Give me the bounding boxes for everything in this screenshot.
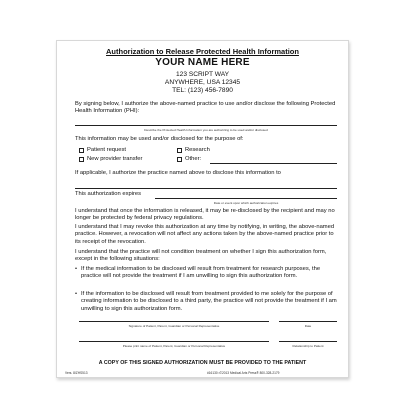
other-checkbox[interactable] xyxy=(177,157,182,162)
patient-request-label: Patient request xyxy=(87,147,126,153)
third-party-bullet-text: If the information to be disclosed will result from treatment provided to me solely for the purpose of creating information to be disclosed to a third party, the practice will not provide the treatment if I am unwilling to sign this authorization form. xyxy=(81,291,337,312)
date-caption: Date xyxy=(304,324,312,328)
research-bullet-text: If the medical information to be disclosed will result from treatment for research purposes, the practice will not provide the treatment if I am unwilling to sign this authorization form. xyxy=(81,266,321,280)
treatment-paragraph: I understand that the practice will not condition treatment on whether I sign this authorization form, except in the following situations: xyxy=(75,249,327,263)
research-label: Research xyxy=(185,147,210,153)
redisclosure-paragraph: I understand that once the information is released, it may be re-disclosed by the recipient and may no longer be protected by federal privacy regulations. xyxy=(75,208,335,222)
product-text: #16130 •©2013 Medical Arts Press® 800-328-2179 xyxy=(207,371,280,375)
purpose-patient-request[interactable] xyxy=(79,147,126,153)
print-name-line[interactable] xyxy=(79,341,269,342)
relationship-line[interactable] xyxy=(279,341,337,342)
third-party-bullet xyxy=(75,291,337,313)
bullet-icon: • xyxy=(75,266,78,272)
print-name-caption: Please print name of Patient, Parent, Guardian or Personal Representative xyxy=(122,344,226,348)
new-provider-label: New provider transfer xyxy=(87,156,143,162)
bullet-icon: • xyxy=(75,291,78,297)
practice-city: ANYWHERE, USA 12345 xyxy=(164,79,241,86)
practice-street: 123 SCRIPT WAY xyxy=(175,71,229,78)
new-provider-checkbox[interactable] xyxy=(79,157,84,162)
purpose-research[interactable] xyxy=(177,147,210,153)
expires-label: This authorization expires xyxy=(75,191,142,197)
purpose-other[interactable] xyxy=(177,156,201,162)
expires-caption: Date or event upon which authorization expires xyxy=(213,201,279,205)
research-bullet xyxy=(75,266,337,281)
recipient-line[interactable] xyxy=(75,188,337,189)
intro-text: By signing below, I authorize the above-named practice to use and/or disclose the following Protected Health Information (PHI): xyxy=(75,101,336,115)
purpose-label: This information may be used and/or disclosed for the purpose of: xyxy=(75,136,244,142)
phi-caption: Describe the Protected Health Information you are authorizing to be used and/or disclosed xyxy=(144,128,268,132)
version-text: Vers. 8/ZHS513 xyxy=(65,371,88,375)
signature-caption: Signature of Patient, Parent, Guardian or Personal Representative xyxy=(128,324,220,328)
signature-line[interactable] xyxy=(79,321,269,322)
revocation-paragraph: I understand that I may revoke this authorization at any time by notifying, in writing, the above-named practice. However, a revocation will not affect any actions taken by the above-named practice prior to its receipt of the revocation. xyxy=(75,224,335,245)
practice-phone: TEL: (123) 456-7890 xyxy=(172,87,233,94)
patient-request-checkbox[interactable] xyxy=(79,148,84,153)
authorization-form-sheet xyxy=(56,40,349,378)
expires-line[interactable] xyxy=(155,198,337,199)
copy-notice: A COPY OF THIS SIGNED AUTHORIZATION MUST BE PROVIDED TO THE PATIENT xyxy=(98,360,307,366)
form-title: Authorization to Release Protected Health Information xyxy=(106,47,299,56)
other-label: Other: xyxy=(185,156,202,162)
practice-name: YOUR NAME HERE xyxy=(155,57,250,68)
purpose-new-provider[interactable] xyxy=(79,156,142,162)
other-line[interactable] xyxy=(210,163,337,164)
phi-line[interactable] xyxy=(75,125,337,126)
research-checkbox[interactable] xyxy=(177,148,182,153)
date-line[interactable] xyxy=(279,321,337,322)
disclose-to-text: If applicable, I authorize the practice named above to disclose this information to xyxy=(75,170,281,176)
relationship-caption: Relationship to Patient xyxy=(292,344,324,348)
